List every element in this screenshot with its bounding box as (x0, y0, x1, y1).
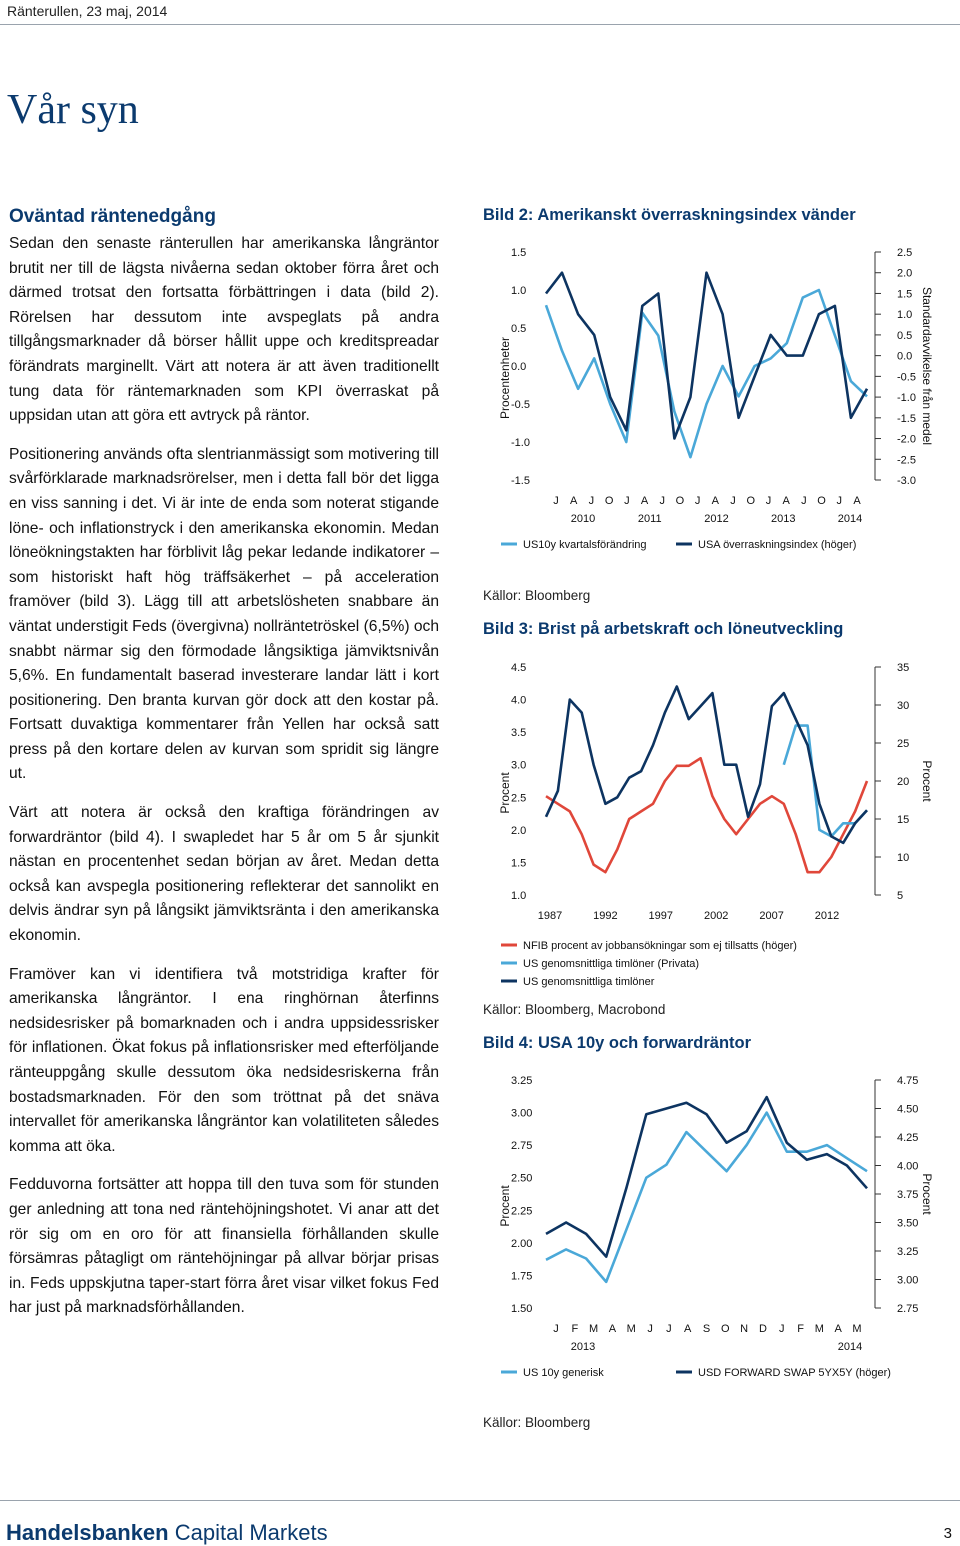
y2-tick-label: -0.5 (897, 371, 916, 384)
y2-axis-title: Procent (920, 1173, 934, 1215)
y-axis-title: Procent (498, 1185, 512, 1227)
y2-tick-label: 3.00 (897, 1274, 919, 1287)
section-heading: Oväntad räntenedgång (9, 206, 216, 227)
y-tick-label: 3.25 (511, 1075, 533, 1087)
x-tick-label: J (588, 495, 595, 507)
x-tick-label: J (624, 495, 630, 507)
y2-tick-label: 4.50 (897, 1103, 919, 1116)
paragraph-4: Framöver kan vi identifiera två motstridiga krafter för amerikanska långräntor. I ena ringhörnan återfinns nedsidesrisker på bomarknaden och i andra uppsidessrisker för inflationen. Ökat fokus på inflationsrisker med efterföljande ränteuppgång skulle dessutom öka nedsidesriskerna från bostadsmarknaden. För den som tröttnat på det snäva intervallet för amerikanska långräntor kan volatiliteten således komma att öka. (9, 965, 439, 1155)
y2-tick-label: 0.0 (897, 350, 913, 363)
x-tick-label: M (626, 1323, 636, 1335)
y-tick-label: 2.50 (511, 1172, 533, 1185)
x-year-label: 2014 (837, 513, 863, 525)
y-tick-label: 2.25 (511, 1205, 533, 1218)
y-tick-label: 2.0 (511, 824, 527, 837)
x-tick-label: A (608, 1323, 617, 1335)
y-tick-label: 3.00 (511, 1107, 533, 1120)
figure-2-title: Bild 2: Amerikanskt överraskningsindex vänder (483, 206, 856, 224)
x-tick-label: 2012 (814, 910, 840, 922)
x-tick-label: M (814, 1323, 824, 1335)
logo-text-rest: Capital Markets (174, 1520, 328, 1545)
x-tick-label: J (666, 1323, 672, 1335)
x-tick-label: J (765, 495, 772, 507)
series-line-1 (546, 1113, 867, 1282)
x-tick-label: J (836, 495, 843, 507)
y2-tick-label: 15 (897, 814, 910, 826)
header-divider (0, 24, 960, 25)
y2-tick-label: 2.75 (897, 1303, 919, 1315)
y-tick-label: 3.5 (511, 727, 527, 740)
y2-tick-label: 4.75 (897, 1075, 919, 1087)
x-tick-label: A (684, 1323, 692, 1335)
y-axis-title: Procent (498, 772, 512, 814)
footer-divider (0, 1500, 960, 1501)
y-tick-label: -1.0 (511, 437, 530, 449)
x-year-label: 2014 (837, 1341, 863, 1353)
y2-tick-label: 3.50 (897, 1217, 919, 1230)
x-tick-label: N (740, 1323, 749, 1335)
x-year-label: 2011 (637, 513, 662, 525)
y-axis-title: Procentenheter (498, 336, 512, 420)
x-tick-label: A (782, 495, 790, 507)
y-tick-label: 3.0 (511, 759, 527, 772)
x-tick-label: J (801, 495, 807, 507)
y-tick-label: -1.5 (511, 475, 530, 487)
y-tick-label: 1.5 (511, 857, 527, 870)
y2-tick-label: -2.0 (897, 433, 916, 446)
y2-tick-label: 30 (897, 700, 910, 712)
x-tick-label: 2002 (703, 910, 729, 922)
legend-label: US genomsnittliga timlöner (Privata) (523, 958, 700, 970)
y2-tick-label: 5 (897, 890, 904, 902)
figure-3-chart (483, 655, 943, 995)
y-tick-label: -0.5 (511, 399, 530, 411)
y2-tick-label: 20 (897, 776, 910, 788)
y2-tick-label: 1.0 (897, 309, 913, 322)
y2-axis-title: Standardavvikelse från medel (920, 286, 934, 446)
x-tick-label: 1992 (593, 910, 618, 922)
y-tick-label: 2.00 (511, 1237, 533, 1250)
paragraph-2: Positionering används ofta slentrianmässigt som motivering till svårförklarade marknadsrörelser, men i detta fall bör det ligga en viss sanning i det. Vi är inte de enda som noterat stigande löne- och inflationstryck i den amerikanska ekonomin. Medan löneökningstakten har förblivit låg pekar ledande indikatorer – som historiskt haft hög träffsäkerhet – på acceleration framöver (bild 3). Lägg till att arbetslösheten snabbare än väntat understigit Feds (övergivna) nollräntetröskel (6,5%) och snabbt närmar sig den förmodade långsiktiga jämviktsnivån 5,6%. En fundamentalt baserad investerare landar lätt i kort positionering. Den branta kurvan gör dock att den kostar på. Fortsatt duvaktiga kommentarer från Yellen har också satt press på den kortare delen av kurvan som spridit sig längre ut. (9, 445, 439, 783)
legend-label: USA överraskningsindex (höger) (698, 539, 857, 551)
y-tick-label: 4.5 (511, 662, 527, 674)
x-year-label: 2013 (771, 513, 796, 525)
x-tick-label: 1987 (537, 910, 563, 922)
x-tick-label: J (779, 1323, 785, 1335)
x-tick-label: J (553, 1323, 559, 1335)
legend-label: US 10y generisk (523, 1367, 604, 1379)
x-tick-label: O (817, 495, 826, 507)
x-tick-label: J (553, 495, 559, 507)
figure-4-chart (483, 1068, 943, 1408)
figure-2-source: Källor: Bloomberg (483, 588, 591, 603)
y-tick-label: 4.0 (511, 694, 527, 707)
page-number: 3 (943, 1525, 952, 1542)
logo-text-bold: Handelsbanken (6, 1520, 169, 1545)
y2-tick-label: -1.5 (897, 412, 916, 425)
x-tick-label: A (570, 495, 578, 507)
y-tick-label: 1.50 (511, 1303, 533, 1315)
running-header: Ränterullen, 23 maj, 2014 (7, 3, 168, 19)
legend-label: NFIB procent av jobbansökningar som ej tillsatts (höger) (523, 940, 797, 952)
y2-tick-label: -2.5 (897, 454, 916, 467)
x-tick-label: M (589, 1323, 599, 1335)
figure-3-source: Källor: Bloomberg, Macrobond (483, 1002, 666, 1017)
y2-tick-label: -1.0 (897, 392, 916, 405)
x-tick-label: 2007 (759, 910, 784, 922)
x-tick-label: J (694, 495, 701, 507)
paragraph-5: Fedduvorna fortsätter att hoppa till den tuva som för stunden ger anledning att tona ned räntehöjningshotet. Vi anar att det rör sig om en oro för att finansiella förhållanden skulle försämras påtagligt om räntehöjningar på allvar börjar prisas in. Feds uppskjutna taper-start förra året visar vilket fokus Fed har just på marknadsförhållanden. (9, 1176, 439, 1317)
y2-tick-label: 25 (897, 738, 910, 750)
y2-tick-label: 35 (897, 662, 910, 674)
x-tick-label: O (604, 495, 614, 507)
x-tick-label: S (702, 1323, 711, 1335)
x-year-label: 2010 (570, 513, 596, 525)
y2-tick-label: 1.5 (897, 288, 913, 301)
y-tick-label: 1.75 (511, 1270, 533, 1283)
page-title: Vår syn (7, 87, 139, 133)
paragraph-3: Värt att notera är också den kraftiga förändringen av forwardräntor (bild 4). I swapledet har 5 år om 5 år sjunkit nästan en procentenhet sedan början av året. Medan detta också kan avspegla positionering reflekterar det sannolikt en delvis ändrar syn på långsikt jämviktsränta i den amerikanska ekonomin. (9, 804, 439, 945)
y2-axis-title: Procent (920, 760, 934, 802)
figure-4-source: Källor: Bloomberg (483, 1415, 591, 1430)
y-tick-label: 1.5 (511, 247, 527, 259)
y2-tick-label: 0.5 (897, 329, 913, 342)
y2-tick-label: 3.75 (897, 1189, 919, 1201)
series-line-2 (546, 1097, 867, 1257)
x-tick-label: F (797, 1323, 804, 1335)
x-year-label: 2013 (570, 1341, 596, 1353)
y2-tick-label: 2.5 (897, 247, 913, 259)
figure-4-title: Bild 4: USA 10y och forwardräntor (483, 1034, 752, 1052)
x-tick-label: A (834, 1323, 842, 1335)
x-tick-label: A (640, 495, 649, 507)
series-line-2 (546, 273, 867, 439)
paragraph-1: Sedan den senaste ränterullen har amerikanska långräntor brutit ner till de lägsta nivåerna sedan oktober förra året och därmed trotsat den fortsatta förbättringen i data (bild 2). Rörelsen har dessutom inte avspeglats på andra tillgångsmarknader då börser hållit uppe och kreditspreadar förändrats marginellt. Värt att notera är att även traditionellt tung data för räntemarknaden som KPI överraskat på uppsidan utan att göra ett avtryck på räntor. (9, 235, 439, 425)
y2-tick-label: 4.00 (897, 1160, 919, 1173)
x-tick-label: A (853, 495, 861, 507)
x-tick-label: D (758, 1323, 767, 1335)
y2-tick-label: 2.0 (897, 267, 913, 280)
y-tick-label: 2.5 (511, 792, 527, 805)
y2-tick-label: -3.0 (897, 475, 916, 487)
y2-tick-label: 10 (897, 852, 910, 864)
y-tick-label: 0.5 (511, 323, 527, 335)
x-tick-label: F (571, 1323, 579, 1335)
legend-label: US10y kvartalsförändring (523, 539, 647, 551)
y-tick-label: 1.0 (511, 285, 527, 297)
x-tick-label: O (721, 1323, 730, 1335)
figure-2-chart (483, 240, 943, 580)
x-tick-label: J (647, 1323, 653, 1335)
x-tick-label: O (746, 495, 756, 507)
handelsbanken-logo (6, 1520, 328, 1546)
legend-label: US genomsnittliga timlöner (523, 976, 655, 988)
y2-tick-label: 4.25 (897, 1132, 919, 1144)
x-tick-label: A (711, 495, 720, 507)
x-tick-label: J (730, 495, 736, 507)
legend-label: USD FORWARD SWAP 5YX5Y (höger) (698, 1367, 891, 1379)
y-tick-label: 0.0 (511, 361, 527, 373)
x-tick-label: O (675, 495, 685, 507)
x-year-label: 2012 (704, 513, 729, 525)
y-tick-label: 2.75 (511, 1140, 533, 1153)
x-tick-label: 1997 (648, 910, 674, 922)
x-tick-label: M (852, 1323, 862, 1335)
figure-3-title: Bild 3: Brist på arbetskraft och löneutveckling (483, 620, 844, 638)
y2-tick-label: 3.25 (897, 1246, 919, 1258)
body-column (9, 205, 439, 1335)
x-tick-label: J (659, 495, 665, 507)
y-tick-label: 1.0 (511, 890, 527, 902)
